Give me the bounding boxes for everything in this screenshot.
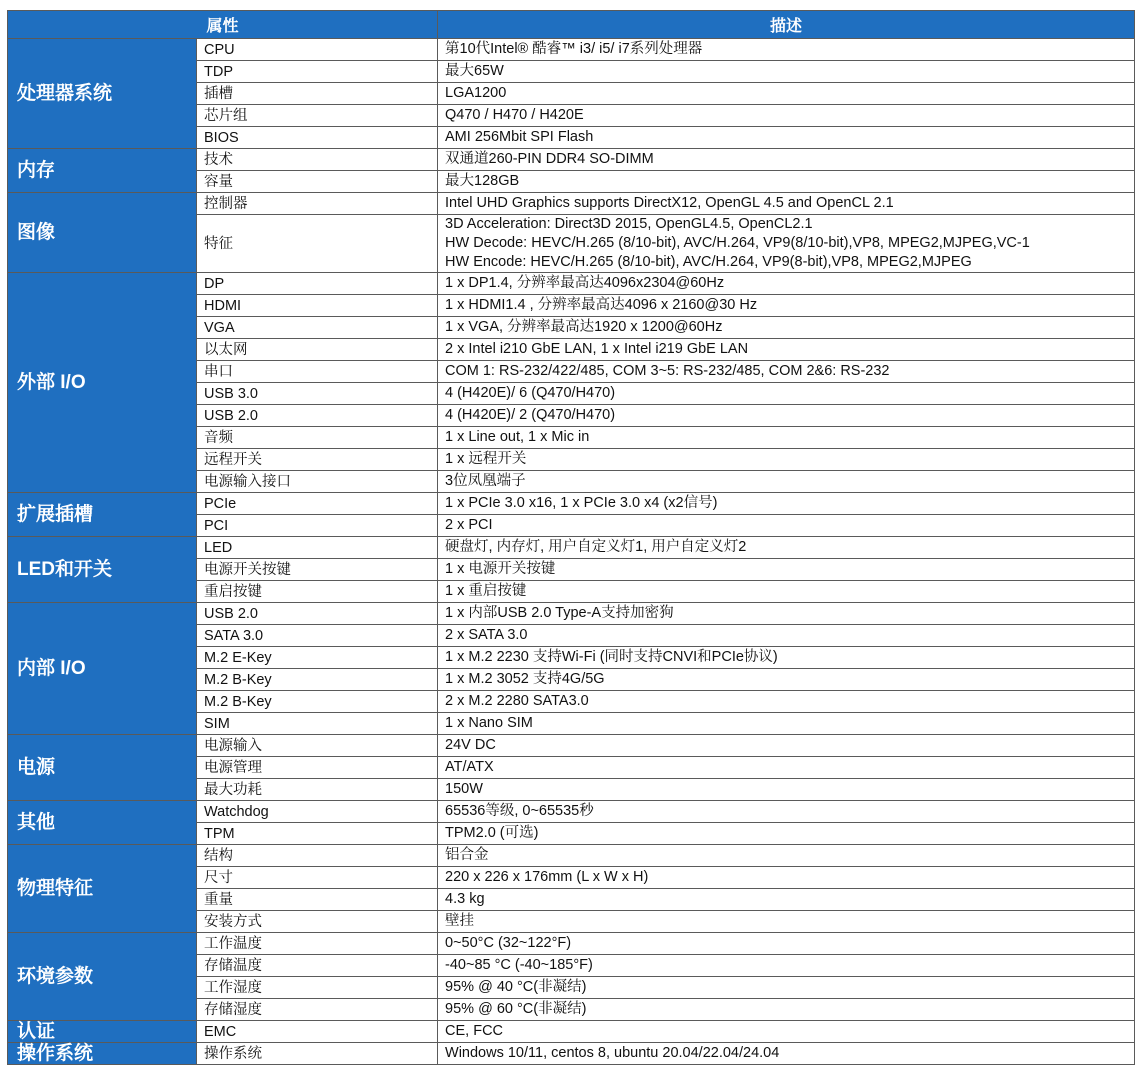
- description-line: HW Decode: HEVC/H.265 (8/10-bit), AVC/H.264, VP9(8/10-bit),VP8, MPEG2,MJPEG,VC-1: [445, 235, 1030, 251]
- description-cell: [438, 735, 1135, 757]
- description-cell: [438, 215, 1135, 273]
- attribute-cell: 电源输入接口: [197, 471, 438, 493]
- attribute-cell: SATA 3.0: [197, 625, 438, 647]
- attribute-cell: HDMI: [197, 295, 438, 317]
- attribute-cell: BIOS: [197, 127, 438, 149]
- description-line: 1 x M.2 2230 支持Wi-Fi (同时支持CNVI和PCIe协议): [445, 649, 778, 665]
- attribute-cell: 结构: [197, 845, 438, 867]
- category-cell: 其他: [8, 801, 197, 845]
- description-line: Intel UHD Graphics supports DirectX12, OpenGL 4.5 and OpenCL 2.1: [445, 195, 894, 211]
- table-row: [8, 273, 1135, 295]
- description-cell: [438, 127, 1135, 149]
- attribute-cell: 电源开关按键: [197, 559, 438, 581]
- description-line: Q470 / H470 / H420E: [445, 107, 584, 123]
- attribute-cell: 音频: [197, 427, 438, 449]
- description-line: 1 x VGA, 分辨率最高达1920 x 1200@60Hz: [445, 319, 723, 335]
- description-cell: [438, 713, 1135, 735]
- table-row: [8, 1021, 1135, 1043]
- description-cell: [438, 105, 1135, 127]
- attribute-cell: M.2 B-Key: [197, 669, 438, 691]
- description-cell: [438, 383, 1135, 405]
- description-cell: [438, 625, 1135, 647]
- description-line: 最大128GB: [445, 173, 520, 189]
- description-line: 3位凤凰端子: [445, 473, 526, 489]
- attribute-cell: USB 2.0: [197, 603, 438, 625]
- description-cell: [438, 295, 1135, 317]
- description-cell: [438, 361, 1135, 383]
- table-row: [8, 537, 1135, 559]
- description-line: 1 x DP1.4, 分辨率最高达4096x2304@60Hz: [445, 275, 725, 291]
- table-row: [8, 735, 1135, 757]
- description-cell: [438, 933, 1135, 955]
- description-cell: [438, 1043, 1135, 1065]
- description-line: 硬盘灯, 内存灯, 用户自定义灯1, 用户自定义灯2: [445, 539, 747, 555]
- header-row: [8, 11, 1135, 39]
- attribute-cell: 容量: [197, 171, 438, 193]
- description-line: 壁挂: [445, 913, 475, 929]
- attribute-cell: 控制器: [197, 193, 438, 215]
- attribute-cell: 远程开关: [197, 449, 438, 471]
- header-attr: 属性: [8, 11, 438, 39]
- description-line: 2 x Intel i210 GbE LAN, 1 x Intel i219 GbE LAN: [445, 341, 749, 357]
- attribute-cell: PCI: [197, 515, 438, 537]
- attribute-cell: TDP: [197, 61, 438, 83]
- description-line: 第10代Intel® 酷睿™ i3/ i5/ i7系列处理器: [445, 41, 703, 57]
- attribute-cell: PCIe: [197, 493, 438, 515]
- attribute-cell: 技术: [197, 149, 438, 171]
- attribute-cell: 芯片组: [197, 105, 438, 127]
- description-cell: [438, 515, 1135, 537]
- category-cell: 内存: [8, 149, 197, 193]
- description-cell: [438, 867, 1135, 889]
- description-cell: [438, 449, 1135, 471]
- table-row: [8, 845, 1135, 867]
- attribute-cell: VGA: [197, 317, 438, 339]
- description-cell: [438, 149, 1135, 171]
- description-cell: [438, 83, 1135, 105]
- description-line: 最大65W: [445, 63, 504, 79]
- category-cell: 处理器系统: [8, 39, 197, 149]
- description-line: 4 (H420E)/ 2 (Q470/H470): [445, 407, 616, 423]
- description-line: 1 x PCIe 3.0 x16, 1 x PCIe 3.0 x4 (x2信号): [445, 495, 718, 511]
- attribute-cell: 重量: [197, 889, 438, 911]
- description-line: 2 x SATA 3.0: [445, 627, 528, 643]
- attribute-cell: 尺寸: [197, 867, 438, 889]
- description-cell: [438, 427, 1135, 449]
- attribute-cell: USB 3.0: [197, 383, 438, 405]
- description-line: 1 x Nano SIM: [445, 715, 533, 731]
- attribute-cell: M.2 B-Key: [197, 691, 438, 713]
- description-cell: [438, 1021, 1135, 1043]
- attribute-cell: 操作系统: [197, 1043, 438, 1065]
- attribute-cell: 存储湿度: [197, 999, 438, 1021]
- description-line: 0~50°C (32~122°F): [445, 935, 572, 951]
- description-line: -40~85 °C (-40~185°F): [445, 957, 593, 973]
- description-line: COM 1: RS-232/422/485, COM 3~5: RS-232/485, COM 2&6: RS-232: [445, 363, 890, 379]
- category-cell: 外部 I/O: [8, 273, 197, 493]
- description-cell: [438, 559, 1135, 581]
- description-cell: [438, 193, 1135, 215]
- description-line: Windows 10/11, centos 8, ubuntu 20.04/22.04/24.04: [445, 1045, 780, 1061]
- description-line: 2 x PCI: [445, 517, 493, 533]
- description-line: 1 x M.2 3052 支持4G/5G: [445, 671, 605, 687]
- attribute-cell: LED: [197, 537, 438, 559]
- attribute-cell: 最大功耗: [197, 779, 438, 801]
- attribute-cell: 存储温度: [197, 955, 438, 977]
- table-row: [8, 39, 1135, 61]
- attribute-cell: EMC: [197, 1021, 438, 1043]
- category-cell: 物理特征: [8, 845, 197, 933]
- attribute-cell: 电源管理: [197, 757, 438, 779]
- category-cell: 认证: [8, 1021, 197, 1043]
- attribute-cell: SIM: [197, 713, 438, 735]
- description-cell: [438, 647, 1135, 669]
- description-line: 1 x 远程开关: [445, 451, 527, 467]
- table-row: [8, 801, 1135, 823]
- table-row: [8, 1043, 1135, 1065]
- description-cell: [438, 823, 1135, 845]
- description-cell: [438, 801, 1135, 823]
- attribute-cell: USB 2.0: [197, 405, 438, 427]
- attribute-cell: 安装方式: [197, 911, 438, 933]
- attribute-cell: 特征: [197, 215, 438, 273]
- description-cell: [438, 889, 1135, 911]
- table-row: [8, 493, 1135, 515]
- description-line: AMI 256Mbit SPI Flash: [445, 129, 594, 145]
- description-line: 4 (H420E)/ 6 (Q470/H470): [445, 385, 616, 401]
- attribute-cell: DP: [197, 273, 438, 295]
- attribute-cell: TPM: [197, 823, 438, 845]
- attribute-cell: 串口: [197, 361, 438, 383]
- description-cell: [438, 273, 1135, 295]
- description-cell: [438, 581, 1135, 603]
- category-cell: 内部 I/O: [8, 603, 197, 735]
- description-line: 1 x 内部USB 2.0 Type-A支持加密狗: [445, 605, 674, 621]
- description-line: 95% @ 40 °C(非凝结): [445, 979, 587, 995]
- category-cell: 扩展插槽: [8, 493, 197, 537]
- description-cell: [438, 911, 1135, 933]
- description-line: 65536等级, 0~65535秒: [445, 803, 594, 819]
- description-line: 150W: [445, 781, 483, 797]
- attribute-cell: 重启按键: [197, 581, 438, 603]
- description-cell: [438, 845, 1135, 867]
- table-row: [8, 603, 1135, 625]
- description-line: 铝合金: [445, 847, 489, 863]
- description-cell: [438, 955, 1135, 977]
- attribute-cell: 以太网: [197, 339, 438, 361]
- attribute-cell: CPU: [197, 39, 438, 61]
- description-line: 双通道260-PIN DDR4 SO-DIMM: [445, 151, 654, 167]
- category-cell: LED和开关: [8, 537, 197, 603]
- description-line: 1 x 重启按键: [445, 583, 527, 599]
- header-desc: 描述: [438, 11, 1135, 39]
- description-cell: [438, 493, 1135, 515]
- description-line: 3D Acceleration: Direct3D 2015, OpenGL4.5, OpenCL2.1: [445, 216, 813, 232]
- table-row: [8, 933, 1135, 955]
- description-cell: [438, 39, 1135, 61]
- attribute-cell: 工作湿度: [197, 977, 438, 999]
- category-cell: 电源: [8, 735, 197, 801]
- description-cell: [438, 171, 1135, 193]
- description-cell: [438, 757, 1135, 779]
- attribute-cell: 插槽: [197, 83, 438, 105]
- attribute-cell: 电源输入: [197, 735, 438, 757]
- description-line: 24V DC: [445, 737, 496, 753]
- description-line: HW Encode: HEVC/H.265 (8/10-bit), AVC/H.264, VP9(8-bit),VP8, MPEG2,MJPEG: [445, 254, 972, 270]
- description-line: LGA1200: [445, 85, 507, 101]
- description-line: 1 x 电源开关按键: [445, 561, 556, 577]
- description-cell: [438, 405, 1135, 427]
- attribute-cell: Watchdog: [197, 801, 438, 823]
- description-line: TPM2.0 (可选): [445, 825, 539, 841]
- description-cell: [438, 999, 1135, 1021]
- description-line: 4.3 kg: [445, 891, 485, 907]
- category-cell: 操作系统: [8, 1043, 197, 1065]
- description-cell: [438, 317, 1135, 339]
- category-cell: 环境参数: [8, 933, 197, 1021]
- spec-table: [7, 10, 1135, 1065]
- description-cell: [438, 669, 1135, 691]
- description-cell: [438, 977, 1135, 999]
- description-cell: [438, 339, 1135, 361]
- description-line: 1 x Line out, 1 x Mic in: [445, 429, 590, 445]
- table-row: [8, 149, 1135, 171]
- spec-body: [8, 39, 1135, 1065]
- category-cell: 图像: [8, 193, 197, 273]
- description-cell: [438, 691, 1135, 713]
- description-line: 95% @ 60 °C(非凝结): [445, 1001, 587, 1017]
- description-cell: [438, 537, 1135, 559]
- description-line: 2 x M.2 2280 SATA3.0: [445, 693, 589, 709]
- description-line: AT/ATX: [445, 759, 494, 775]
- description-cell: [438, 779, 1135, 801]
- description-cell: [438, 471, 1135, 493]
- description-cell: [438, 603, 1135, 625]
- attribute-cell: M.2 E-Key: [197, 647, 438, 669]
- description-cell: [438, 61, 1135, 83]
- attribute-cell: 工作温度: [197, 933, 438, 955]
- description-line: 1 x HDMI1.4 , 分辨率最高达4096 x 2160@30 Hz: [445, 297, 758, 313]
- description-line: CE, FCC: [445, 1023, 504, 1039]
- description-line: 220 x 226 x 176mm (L x W x H): [445, 869, 649, 885]
- table-row: [8, 193, 1135, 215]
